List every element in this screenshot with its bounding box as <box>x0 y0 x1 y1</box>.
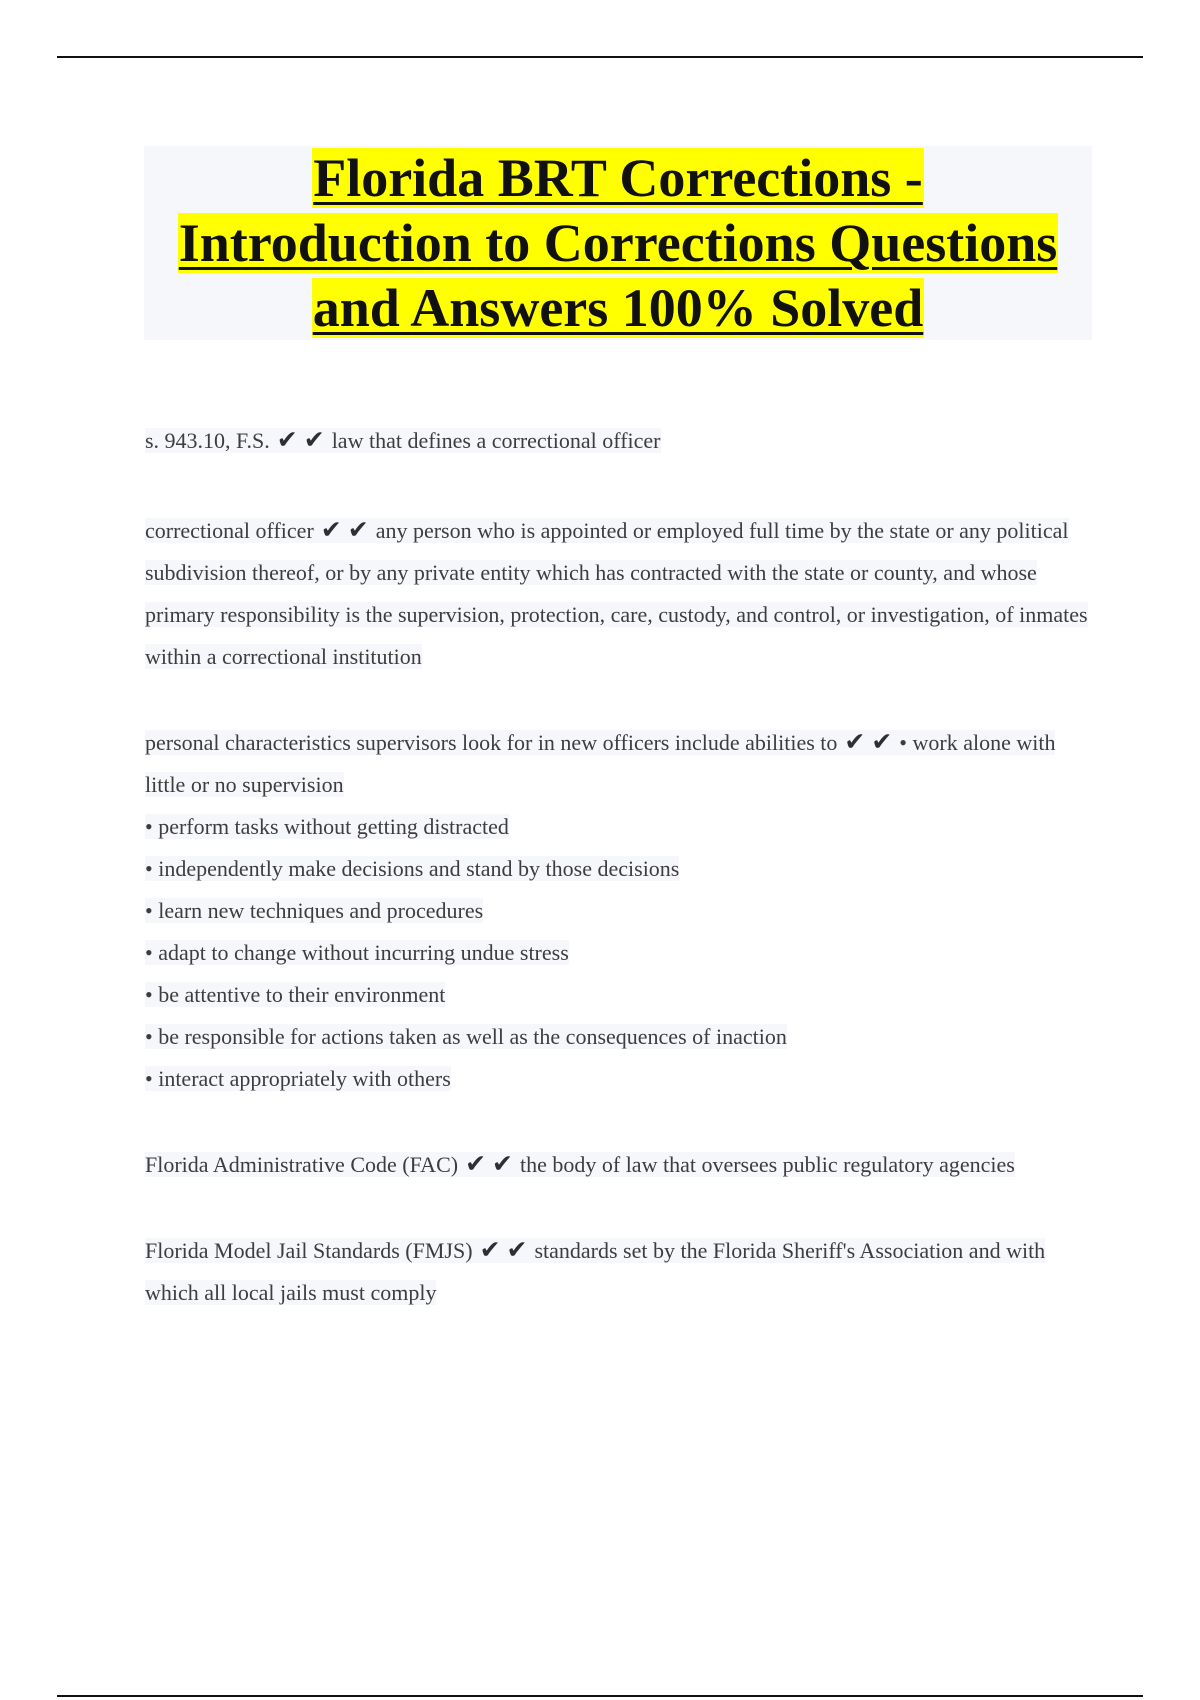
check-icon: ✔ <box>506 1235 528 1264</box>
title-line-3: and Answers 100% Solved <box>312 278 924 338</box>
qa-entry <box>145 1144 1090 1186</box>
qa-definition: the body of law that oversees public regulatory agencies <box>519 1152 1015 1177</box>
check-icon: ✔ <box>492 1149 513 1178</box>
qa-definition: • work alone with little or no supervision <box>145 730 1056 797</box>
check-icon: ✔ <box>871 727 893 756</box>
check-icon: ✔ <box>844 727 866 756</box>
check-icon: ✔ <box>465 1149 487 1178</box>
qa-list <box>145 420 1090 1314</box>
check-icon: ✔ <box>276 425 298 454</box>
checkmarks <box>473 1235 535 1264</box>
check-icon: ✔ <box>347 515 369 544</box>
checkmarks <box>314 515 376 544</box>
qa-definition: law that defines a correctional officer <box>331 428 661 453</box>
qa-term: correctional officer <box>145 518 314 543</box>
qa-definition: standards set by the Florida Sheriff's Association and with which all local jails must comply <box>145 1238 1046 1305</box>
qa-entry <box>145 1230 1090 1314</box>
title-line-1: Florida BRT Corrections - <box>313 148 923 208</box>
list-item: • perform tasks without getting distracted <box>145 814 509 839</box>
list-item: • learn new techniques and procedures <box>145 898 484 923</box>
top-rule <box>57 56 1143 58</box>
title-block <box>144 146 1092 340</box>
qa-entry <box>145 510 1090 678</box>
checkmarks <box>270 425 332 454</box>
page-title <box>144 146 1092 341</box>
list-item: • adapt to change without incurring undue stress <box>145 940 569 965</box>
check-icon: ✔ <box>320 515 342 544</box>
checkmarks <box>837 727 899 756</box>
checkmarks <box>458 1149 520 1178</box>
list-item: • independently make decisions and stand by those decisions <box>145 856 680 881</box>
qa-definition: any person who is appointed or employed full time by the state or any political subdivision thereof, or by any private entity which has contracted with the state or county, and whose primary responsibility is the supervision, protection, care, custody, and control, or investigation, of inmates within a correctional institution <box>145 518 1088 669</box>
list-item: • be responsible for actions taken as well as the consequences of inaction <box>145 1024 787 1049</box>
qa-term: Florida Administrative Code (FAC) <box>145 1152 459 1177</box>
bottom-rule <box>57 1695 1143 1697</box>
qa-entry <box>145 722 1090 1100</box>
list-item: • interact appropriately with others <box>145 1066 451 1091</box>
qa-term: personal characteristics supervisors look for in new officers include abilities to <box>145 730 838 755</box>
qa-entry <box>145 420 1090 462</box>
qa-term: Florida Model Jail Standards (FMJS) <box>145 1238 473 1263</box>
list-item: • be attentive to their environment <box>145 982 446 1007</box>
qa-term: s. 943.10, F.S. <box>145 428 270 453</box>
check-icon: ✔ <box>303 425 325 454</box>
title-line-2: Introduction to Corrections Questions <box>178 213 1058 273</box>
check-icon: ✔ <box>479 1235 501 1264</box>
